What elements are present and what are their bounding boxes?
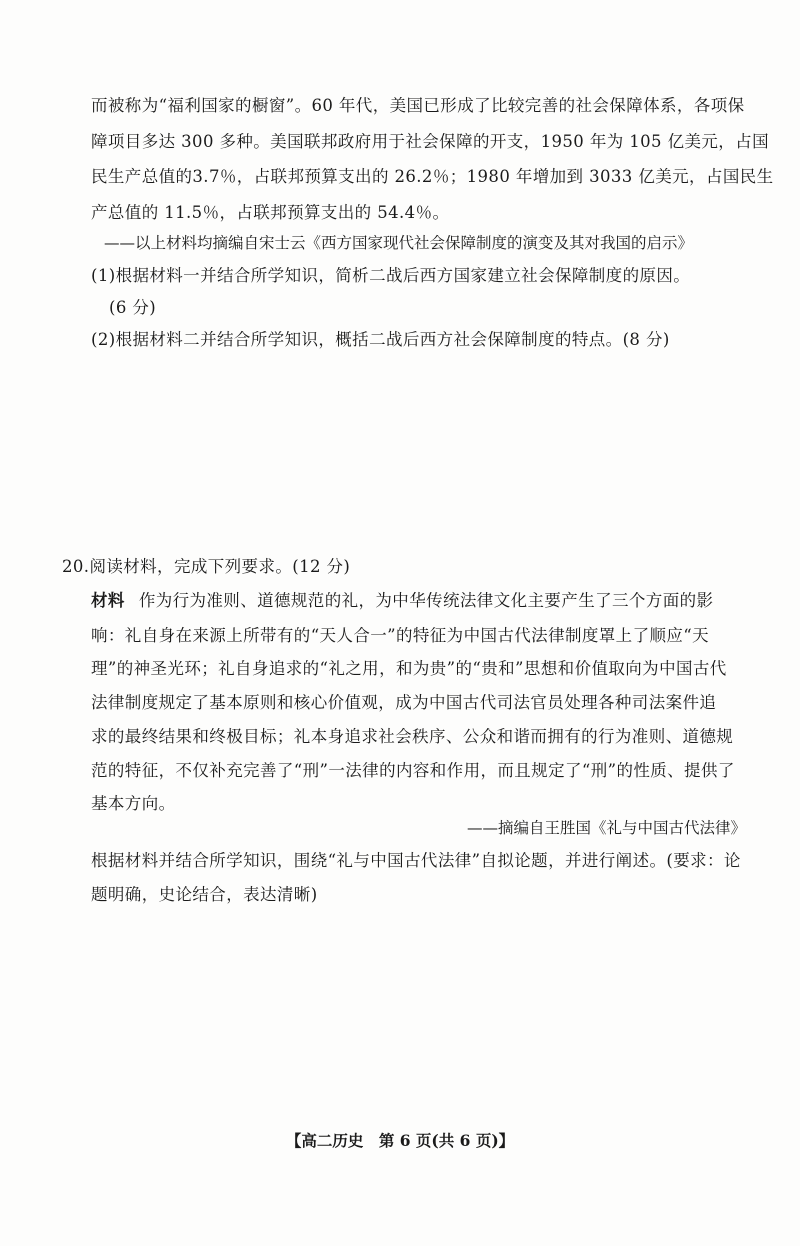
q20-material-label: 材料	[91, 591, 125, 610]
q20-material-line-6: 范的特征，不仅补充完善了“刑”一法律的内容和作用，而且规定了“刑”的性质、提供了	[91, 761, 735, 780]
q20-material-line-5: 求的最终结果和终极目标；礼本身追求社会秩序、公众和谐而拥有的行为准则、道德规	[91, 727, 734, 746]
page-footer: 【高二历史 第 6 页(共 6 页)】	[285, 1131, 515, 1150]
q20-heading: 20.阅读材料，完成下列要求。(12 分)	[62, 557, 351, 576]
q19-task-1: (1)根据材料一并结合所学知识，简析二战后西方国家建立社会保障制度的原因。	[91, 266, 691, 285]
q20-task-line-1: 根据材料并结合所学知识，围绕“礼与中国古代法律”自拟论题，并进行阐述。(要求：论	[91, 851, 741, 870]
q19-task-2: (2)根据材料二并结合所学知识，概括二战后西方社会保障制度的特点。(8 分)	[91, 330, 670, 349]
q20-source: ——摘编自王胜国《礼与中国古代法律》	[466, 819, 746, 837]
q19-task-1-score: (6 分)	[109, 298, 157, 317]
q19-material2-line-3: 民生产总值的3.7％，占联邦预算支出的 26.2％；1980 年增加到 3033 亿美元，占国民生	[91, 167, 774, 186]
q20-material-line-2: 响：礼自身在来源上所带有的“天人合一”的特征为中国古代法律制度罩上了顺应“天	[91, 626, 710, 645]
q19-material2-line-4: 产总值的 11.5％，占联邦预算支出的 54.4％。	[91, 203, 450, 222]
q20-material-line-1	[91, 591, 713, 611]
q19-source: ——以上材料均摘编自宋士云《西方国家现代社会保障制度的演变及其对我国的启示》	[104, 234, 694, 252]
q19-material2-line-2: 障项目多达 300 多种。美国联邦政府用于社会保障的开支，1950 年为 105 亿美元，占国	[91, 132, 770, 151]
q20-task-line-2: 题明确，史论结合，表达清晰)	[91, 885, 318, 904]
q20-material-line-4: 法律制度规定了基本原则和核心价值观，成为中国古代司法官员处理各种司法案件追	[91, 693, 717, 712]
q20-material-text: 作为行为准则、道德规范的礼，为中华传统法律文化主要产生了三个方面的影	[138, 591, 714, 610]
q19-material2-line-1: 而被称为“福利国家的橱窗”。60 年代，美国已形成了比较完善的社会保障体系，各项保	[91, 96, 745, 115]
q20-material-line-3: 理”的神圣光环；礼自身追求的“礼之用，和为贵”的“贵和”思想和价值取向为中国古代	[91, 659, 727, 678]
q20-material-line-7: 基本方向。	[91, 794, 176, 813]
